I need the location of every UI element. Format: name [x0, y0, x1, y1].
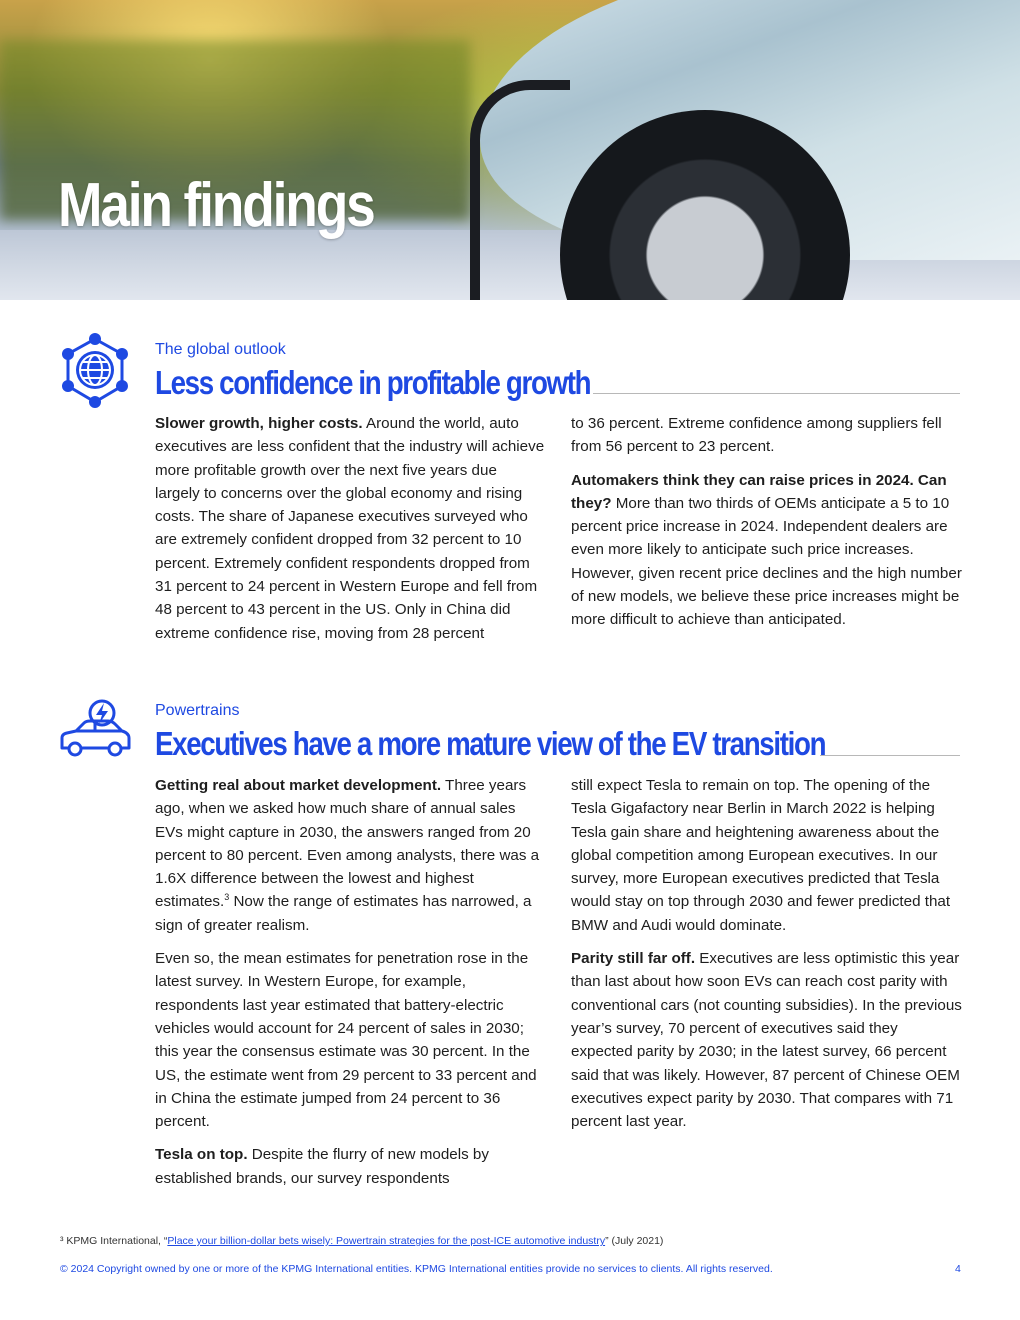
- paragraph: [155, 412, 545, 645]
- footnote-link[interactable]: Place your billion-dollar bets wisely: Powertrain strategies for the post-ICE automotive industry: [167, 1235, 606, 1247]
- section1-column-left: [155, 412, 545, 655]
- paragraph-lead: Parity still far off.: [571, 950, 696, 968]
- paragraph: [571, 469, 963, 632]
- paragraph-text: Despite the flurry of new models by established brands, our survey respondents: [155, 1146, 489, 1187]
- paragraph-lead: Tesla on top.: [155, 1146, 248, 1164]
- paragraph: [571, 947, 963, 1133]
- section-divider: [820, 755, 960, 756]
- paragraph-text: Around the world, auto executives are less confident that the industry will achieve more profitable growth over the next five years due largely to concerns over the global economy and rising costs. The share of Japanese executives surveyed who are extremely confident dropped from 32 percent to 10 percent. Extremely confident respondents dropped from 31 percent to 24 percent in Western Europe and fell from 48 percent to 43 percent in the US. Only in China did extreme confidence rise, moving from 28 percent: [155, 415, 545, 642]
- section-label-powertrains: Powertrains: [155, 702, 240, 719]
- section-heading-ev-transition: Executives have a more mature view of the EV transition: [155, 725, 826, 762]
- footnote-marker: 3: [224, 892, 230, 903]
- footnote-prefix: ³ KPMG International, “: [60, 1235, 168, 1247]
- footnote: [60, 1235, 663, 1247]
- page-title: Main findings: [58, 171, 374, 240]
- hero-charging-cable: [470, 80, 570, 300]
- section2-column-right: [571, 774, 963, 1143]
- paragraph-lead: Getting real about market development.: [155, 777, 442, 794]
- section1-column-right: [571, 412, 963, 642]
- section-heading-profitable-growth: Less confidence in profitable growth: [155, 364, 591, 401]
- page-number: 4: [955, 1263, 961, 1275]
- paragraph-lead: Slower growth, higher costs.: [155, 415, 363, 432]
- paragraph-text: Executives are less optimistic this year than last about how soon EVs can reach cost parity with conventional cars (not counting subsidies). In the previous year’s survey, 70 percent of executives said they expected parity by 2030; in the latest survey, 66 percent said that was likely. However, 87 percent of Chinese OEM executives expect parity by 2030. That compares with 71 percent last year.: [571, 950, 962, 1131]
- paragraph-text: Three years ago, when we asked how much share of annual sales EVs might capture in 2030, the answers ranged from 20 percent to 80 percent. Even among analysts, there was a 1.6X difference between the lowest and highest estimates.: [155, 777, 540, 911]
- paragraph-text: Even so, the mean estimates for penetration rose in the latest survey. In Western Europe, for example, respondents last year estimated that battery-electric vehicles would account for 24 percent of sales in 2030; this year the consensus estimate was 30 percent. In the US, the estimate went from 29 percent to 33 percent and in China the estimate jumped from 24 percent to 36 percent.: [155, 950, 537, 1131]
- section2-column-left: [155, 774, 545, 1200]
- paragraph: [155, 774, 545, 937]
- paragraph: [155, 1143, 545, 1190]
- copyright-notice: © 2024 Copyright owned by one or more of the KPMG International entities. KPMG International entities provide no services to clients. All rights reserved.: [60, 1263, 773, 1275]
- paragraph-text: More than two thirds of OEMs anticipate a 5 to 10 percent price increase in 2024. Independent dealers are even more likely to anticipate such price increases. However, given recent price declines and the high number of new models, we believe these price increases might be more difficult to achieve than anticipated.: [571, 494, 962, 629]
- hero-banner: [0, 0, 1020, 300]
- paragraph-text: Now the range of estimates has narrowed, a sign of greater realism.: [155, 893, 532, 934]
- paragraph: [571, 412, 963, 459]
- paragraph-text: to 36 percent. Extreme confidence among suppliers fell from 56 percent to 23 percent.: [571, 415, 942, 456]
- section-divider: [593, 393, 960, 394]
- paragraph: [571, 774, 963, 937]
- paragraph-lead: Automakers think they can raise prices in 2024. Can they?: [571, 471, 947, 512]
- electric-car-icon: [58, 698, 132, 760]
- footnote-suffix: ” (July 2021): [605, 1235, 664, 1247]
- globe-network-icon: [58, 332, 132, 410]
- paragraph-text: still expect Tesla to remain on top. The opening of the Tesla Gigafactory near Berlin in March 2022 is helping Tesla gain share and heightening awareness about the global competition among European executives. In our survey, more European executives predicted that Tesla would stay on top through 2030 and fewer predicted that BMW and Audi would dominate.: [571, 777, 951, 934]
- paragraph: [155, 947, 545, 1133]
- section-label-global-outlook: The global outlook: [155, 341, 286, 358]
